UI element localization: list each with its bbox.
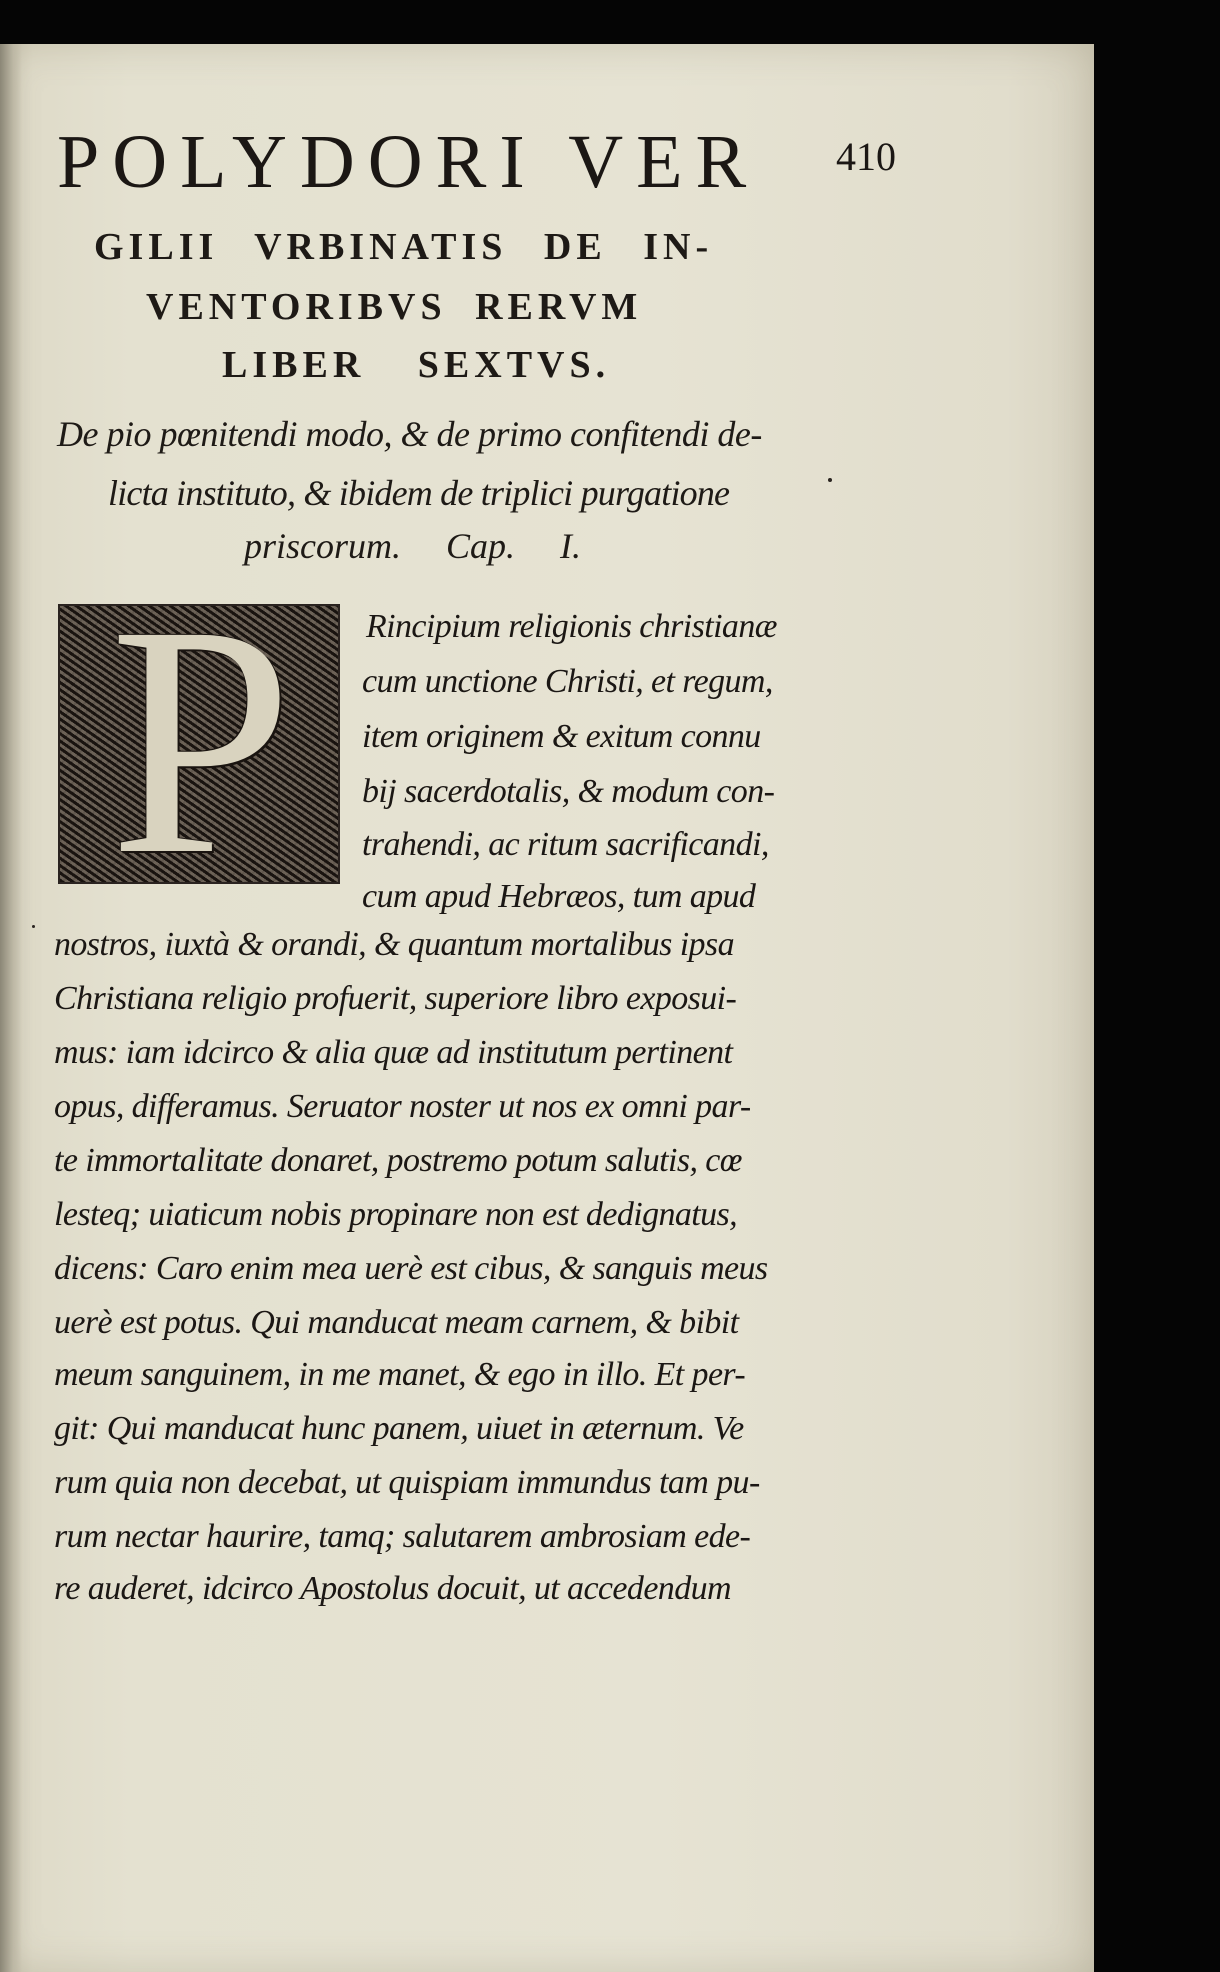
body-line: lesteq; uiaticum nobis propinare non est dedignatus, — [54, 1196, 738, 1233]
body-line: te immortalitate donaret, postremo potum salutis, cœ — [54, 1142, 742, 1179]
initial-letter: P — [109, 604, 293, 884]
body-line: nostros, iuxtà & orandi, & quantum mortalibus ipsa — [54, 926, 734, 963]
scan-speck — [32, 925, 35, 928]
chapter-heading-line: licta instituto, & ibidem de triplici purgatione — [108, 473, 730, 513]
body-line: cum apud Hebræos, tum apud — [362, 878, 756, 915]
body-line: trahendi, ac ritum sacrificandi, — [362, 826, 769, 863]
title-line: LIBER SEXTVS. — [222, 344, 611, 386]
title-line: VENTORIBVS RERVM — [146, 286, 643, 328]
body-line: Christiana religio profuerit, superiore libro exposui- — [54, 980, 737, 1017]
body-line: bij sacerdotalis, & modum con- — [362, 773, 775, 810]
body-line: git: Qui manducat hunc panem, uiuet in æternum. Ve — [54, 1410, 744, 1447]
body-line: Rincipium religionis christianæ — [366, 608, 777, 645]
woodcut-initial — [58, 604, 340, 884]
body-line: mus: iam idcirco & alia quæ ad institutum pertinent — [54, 1034, 733, 1071]
body-line: rum nectar haurire, tamq; salutarem ambrosiam ede- — [54, 1518, 751, 1555]
page-gutter — [0, 44, 22, 1972]
running-title: POLYDORI VER — [57, 120, 760, 204]
body-line: cum unctione Christi, et regum, — [362, 663, 773, 700]
body-line: dicens: Caro enim mea uerè est cibus, & sanguis meus — [54, 1250, 768, 1287]
scan-speck — [828, 478, 832, 482]
body-line: item originem & exitum connu — [362, 718, 761, 755]
title-line: GILII VRBINATIS DE IN- — [94, 226, 714, 268]
chapter-heading-line: De pio pœnitendi modo, & de primo confitendi de- — [57, 414, 762, 454]
body-line: re auderet, idcirco Apostolus docuit, ut accedendum — [54, 1570, 731, 1607]
body-line: meum sanguinem, in me manet, & ego in illo. Et per- — [54, 1356, 746, 1393]
body-line: opus, differamus. Seruator noster ut nos ex omni par- — [54, 1088, 751, 1125]
body-line: rum quia non decebat, ut quispiam immundus tam pu- — [54, 1464, 760, 1501]
folio-number: 410 — [836, 134, 896, 179]
chapter-heading-line: priscorum. Cap. I. — [244, 526, 582, 566]
body-line: uerè est potus. Qui manducat meam carnem, & bibit — [54, 1304, 739, 1341]
